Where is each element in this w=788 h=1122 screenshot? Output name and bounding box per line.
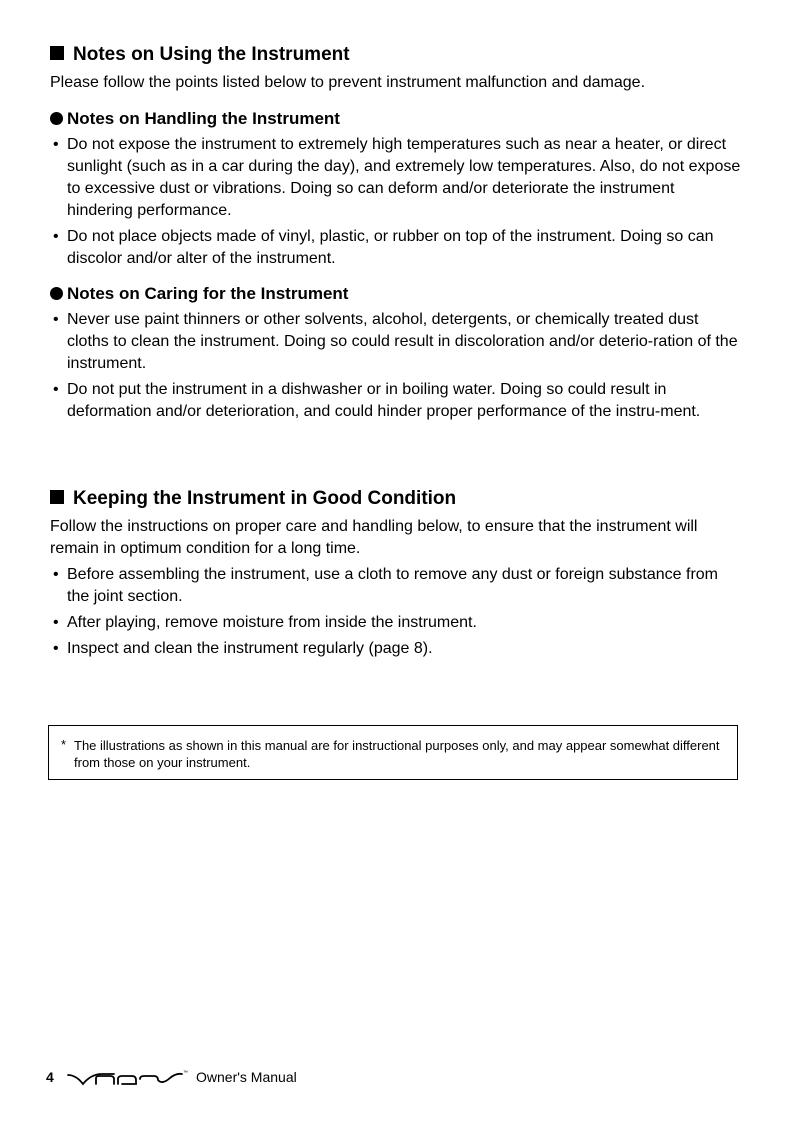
section-intro-using: Please follow the points listed below to prevent instrument malfunction and damage. — [50, 74, 646, 91]
trademark-mark: ™ — [183, 1070, 188, 1076]
list-item: • Never use paint thinners or other solvents, alcohol, detergents, or chemically treated dust cloths to clean the instrument. Doing so could result in discoloration and/or deterio-ration of the instrument. — [53, 311, 738, 372]
section-title-condition: Keeping the Instrument in Good Condition — [50, 488, 456, 510]
square-bullet-icon — [50, 490, 64, 504]
list-item: • Do not expose the instrument to extremely high temperatures such as near a heater, or direct sunlight (such as in a car during the day), and extremely low temperatures. Also, do not expose to excessive dust or vibrations. Doing so can deform and/or deteriorate the instrument hindering performance. — [53, 136, 741, 219]
subsection-title-caring: Notes on Caring for the Instrument — [50, 284, 348, 304]
note-marker: * — [61, 737, 67, 752]
section-title-using: Notes on Using the Instrument — [50, 44, 350, 66]
section-intro-condition: Follow the instructions on proper care and handling below, to ensure that the instrument will remain in optimum condition for a long time. — [50, 518, 698, 557]
manual-label: Owner's Manual — [196, 1069, 297, 1085]
list-item: • Do not put the instrument in a dishwasher or in boiling water. Doing so could result in deformation and/or deterioration, and could hinder proper performance of the instru-ment. — [53, 381, 701, 420]
caring-list — [52, 309, 742, 423]
note-text: The illustrations as shown in this manual are for instructional purposes only, and may appear somewhat different from those on your instrument. — [74, 738, 720, 770]
list-item: • Do not place objects made of vinyl, plastic, or rubber on top of the instrument. Doing so can discolor and/or alter of the instrument. — [53, 228, 714, 267]
handling-list — [52, 134, 742, 270]
list-item: • After playing, remove moisture from inside the instrument. — [53, 614, 477, 631]
circle-bullet-icon — [50, 112, 63, 125]
list-item: • Before assembling the instrument, use a cloth to remove any dust or foreign substance from the joint section. — [53, 566, 718, 605]
circle-bullet-icon — [50, 287, 63, 300]
illustration-note-box — [48, 725, 738, 780]
venova-logo — [66, 1068, 192, 1088]
list-item: • Inspect and clean the instrument regularly (page 8). — [53, 640, 433, 657]
square-bullet-icon — [50, 46, 64, 60]
page-number: 4 — [46, 1069, 54, 1085]
condition-list — [52, 564, 742, 660]
subsection-title-handling: Notes on Handling the Instrument — [50, 109, 340, 129]
